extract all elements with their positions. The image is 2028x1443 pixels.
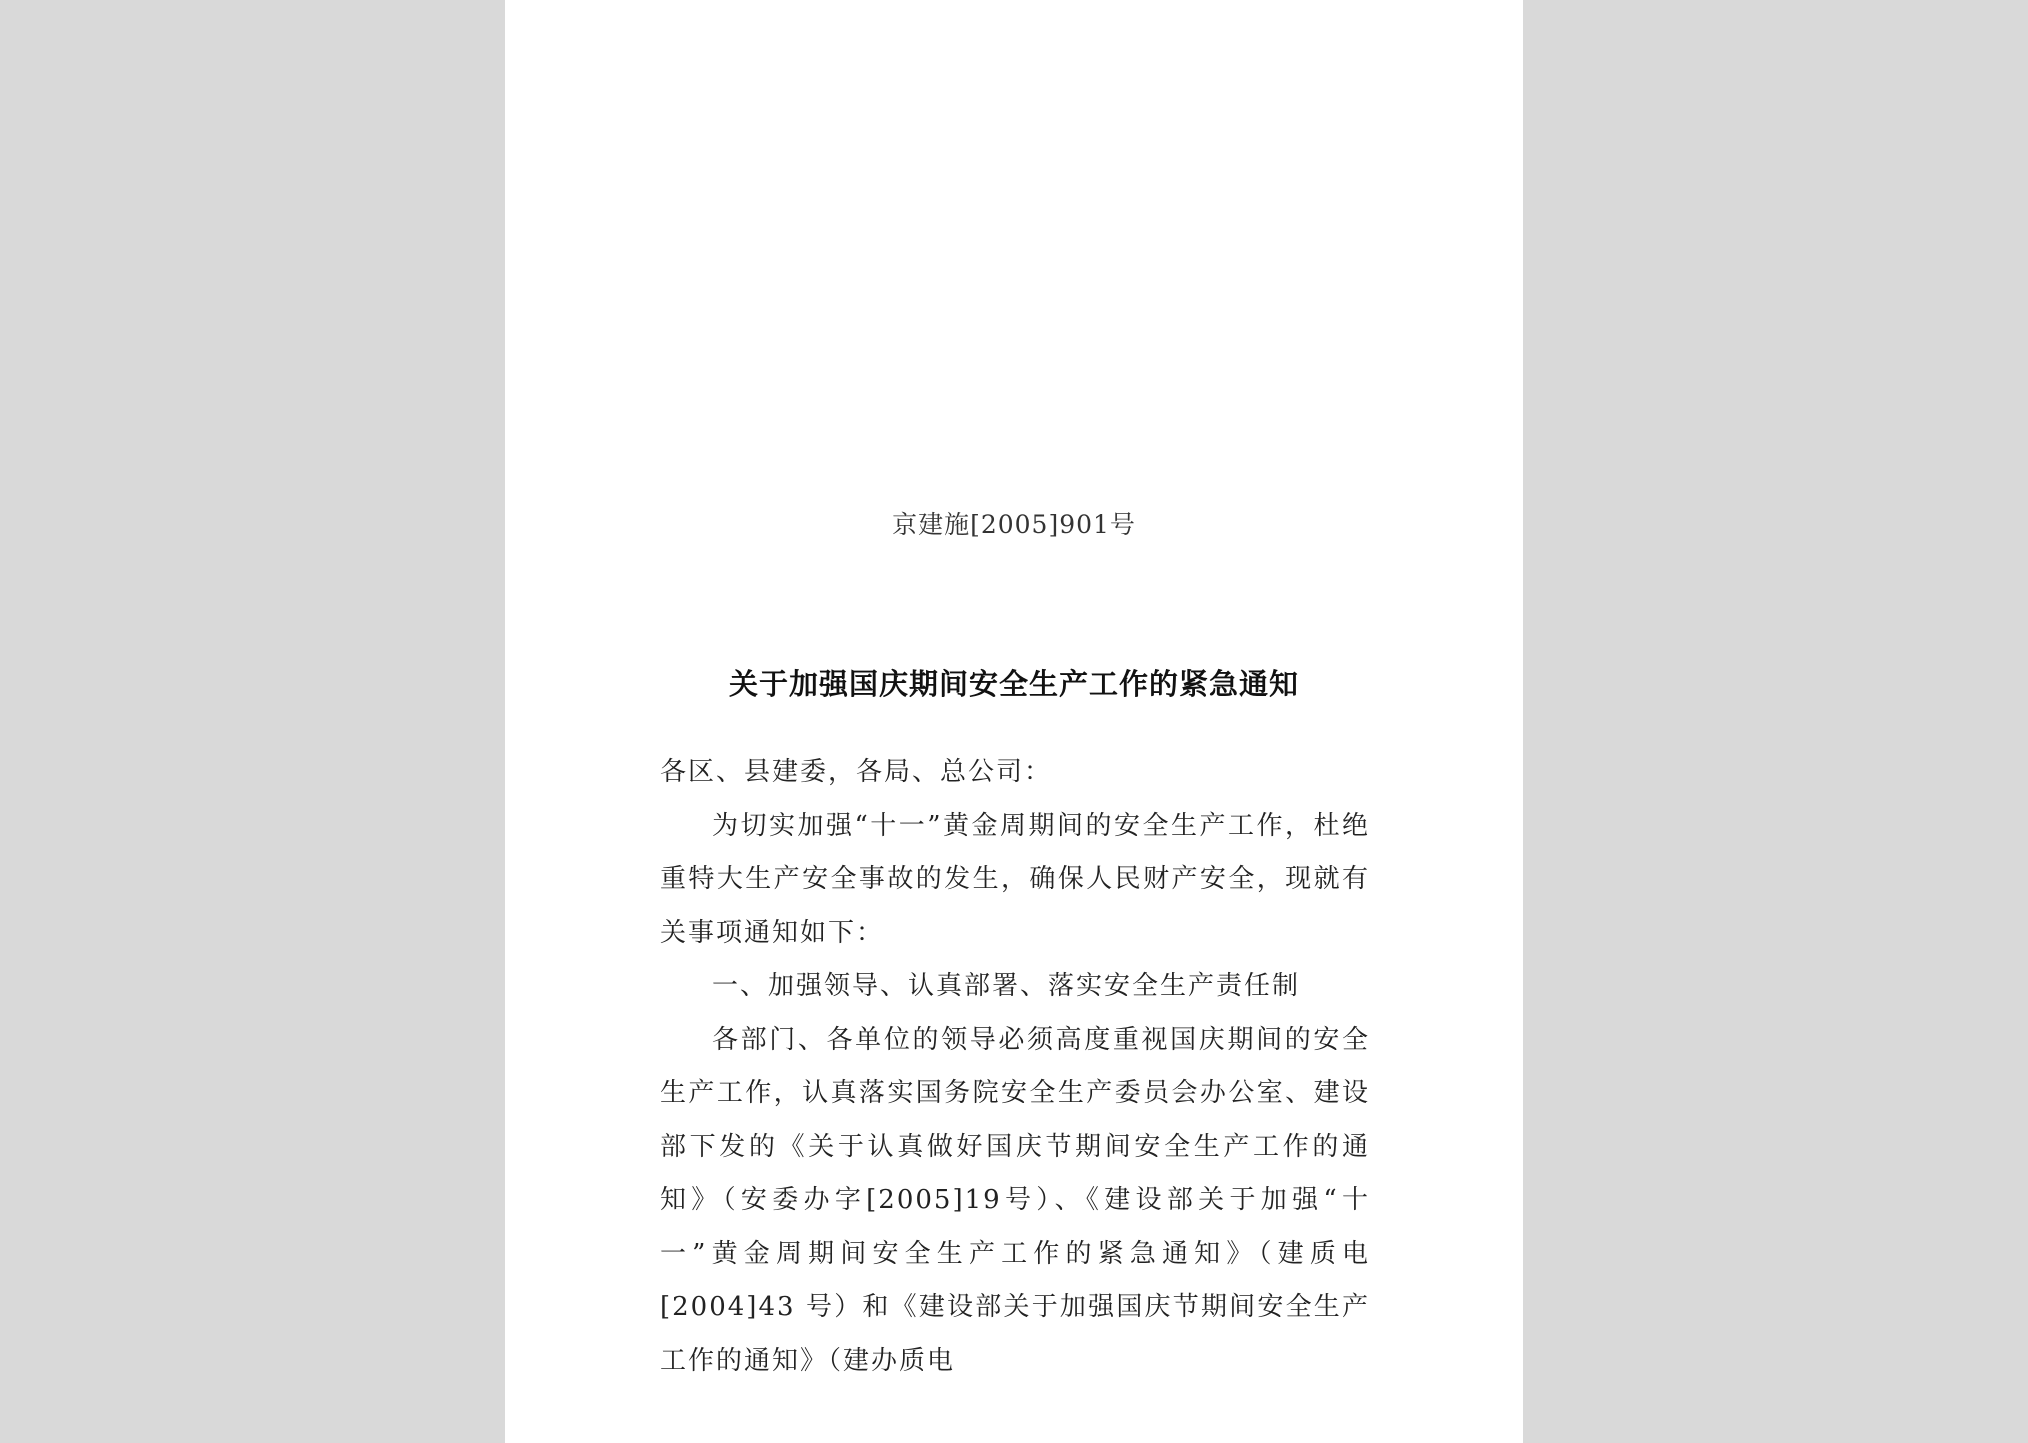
salutation: 各区、县建委，各局、总公司： (660, 757, 1053, 787)
document-body (660, 746, 1370, 1388)
document-number: 京建施[2005]901号 (892, 510, 1136, 539)
document-page (505, 0, 1523, 1443)
paragraph-intro: 为切实加强“十一”黄金周期间的安全生产工作，杜绝重特大生产安全事故的发生，确保人民财产安全，现就有关事项通知如下： (660, 810, 1370, 948)
paragraph-section-1: 各部门、各单位的领导必须高度重视国庆期间的安全生产工作，认真落实国务院安全生产委员会办公室、建设部下发的《关于认真做好国庆节期间安全生产工作的通知》（安委办字[2005]19号）、《建设部关于加强“十一”黄金周期间安全生产工作的紧急通知》（建质电[2004]43 号）和《建设部关于加强国庆节期间安全生产工作的通知》（建办质电 (660, 1024, 1370, 1376)
document-title: 关于加强国庆期间安全生产工作的紧急通知 (728, 667, 1299, 701)
section-heading-1: 一、加强领导、认真部署、落实安全生产责任制 (712, 971, 1301, 1001)
